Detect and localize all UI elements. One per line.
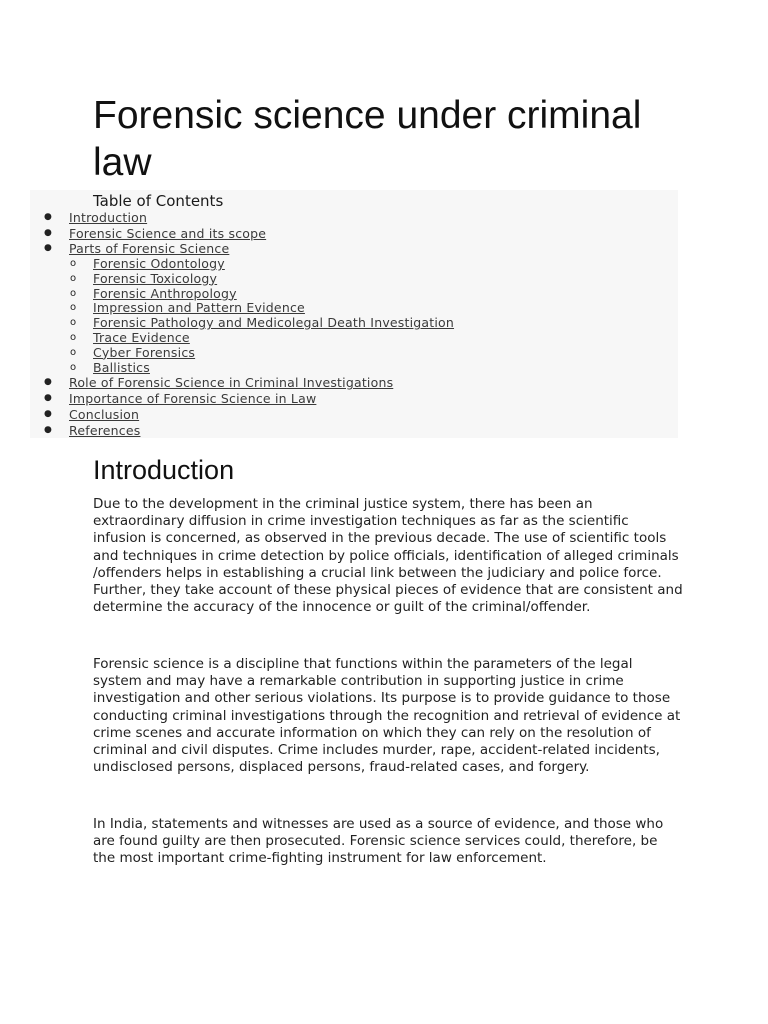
toc-link-introduction[interactable]: Introduction	[69, 210, 148, 225]
toc-link-scope[interactable]: Forensic Science and its scope	[69, 225, 267, 241]
toc-link-references[interactable]: References	[69, 422, 141, 438]
toc-item	[30, 423, 678, 439]
toc-link-toxicology[interactable]: Forensic Toxicology	[93, 270, 218, 286]
bullet-icon: ●	[44, 227, 52, 238]
bullet-icon: ●	[44, 243, 52, 254]
bullet-icon: ●	[44, 408, 52, 419]
toc-subitem	[30, 316, 678, 331]
toc-subitem	[30, 287, 678, 302]
paragraph: Due to the development in the criminal justice system, there has been an extraordinary diffusion in crime investigation techniques as far as the scientific infusion is concerned, as observed in the previous decade. The use of scientific tools and techniques in crime detection by police officials, identification of alleged criminals /offenders helps in establishing a crucial link between the judiciary and police force. Further, they take account of these physical pieces of evidence that are consistent and determine the accuracy of the innocence or guilt of the criminal/offender.	[93, 496, 683, 616]
toc-subitem	[30, 331, 678, 346]
toc-subitem	[30, 301, 678, 316]
toc-subitem	[30, 272, 678, 287]
bullet-icon: ●	[44, 424, 52, 435]
toc-item	[30, 210, 678, 226]
toc-item	[30, 407, 678, 423]
bullet-icon: ●	[44, 377, 52, 388]
circle-bullet-icon: o	[70, 258, 77, 270]
page-title: Forensic science under criminal law	[93, 94, 642, 184]
toc-subitem	[30, 361, 678, 376]
toc-link-parts[interactable]: Parts of Forensic Science	[69, 241, 230, 257]
toc-link-anthropology[interactable]: Forensic Anthropology	[93, 285, 237, 301]
bullet-icon: ●	[44, 212, 52, 222]
toc-link-conclusion[interactable]: Conclusion	[69, 406, 140, 422]
paragraph: Forensic science is a discipline that functions within the parameters of the legal system and may have a remarkable contribution in supporting justice in crime investigation and other serious violations. Its purpose is to provide guidance to those conducting criminal investigations through the recognition and retrieval of evidence at crime scenes and accurate information on which they can rely on the resolution of criminal and civil disputes. Crime includes murder, rape, accident-related incidents, undisclosed persons, displaced persons, fraud-related cases, and forgery.	[93, 656, 681, 776]
toc-link-trace-evidence[interactable]: Trace Evidence	[93, 330, 190, 346]
section-heading-introduction: Introduction	[93, 455, 235, 485]
toc-link-role[interactable]: Role of Forensic Science in Criminal Investigations	[69, 375, 394, 391]
circle-bullet-icon: o	[70, 361, 77, 373]
toc-subitem	[30, 346, 678, 361]
toc-link-importance[interactable]: Importance of Forensic Science in Law	[69, 391, 317, 407]
toc-subitem	[30, 257, 678, 272]
toc-item	[30, 241, 678, 257]
toc-link-impression-evidence[interactable]: Impression and Pattern Evidence	[93, 300, 305, 316]
toc-link-pathology[interactable]: Forensic Pathology and Medicolegal Death Investigation	[93, 315, 455, 331]
toc-item	[30, 375, 678, 391]
circle-bullet-icon: o	[70, 287, 77, 299]
toc-list	[30, 210, 678, 438]
toc-heading: Table of Contents	[93, 192, 224, 210]
circle-bullet-icon: o	[70, 302, 77, 314]
circle-bullet-icon: o	[70, 332, 77, 344]
toc-link-odontology[interactable]: Forensic Odontology	[93, 256, 225, 272]
toc-item	[30, 391, 678, 407]
toc-link-cyber-forensics[interactable]: Cyber Forensics	[93, 344, 196, 360]
table-of-contents	[30, 190, 678, 438]
paragraph: In India, statements and witnesses are used as a source of evidence, and those who are found guilty are then prosecuted. Forensic science services could, therefore, be the most important crime-fighting instrument for law enforcement.	[93, 816, 664, 867]
toc-link-ballistics[interactable]: Ballistics	[93, 359, 150, 375]
bullet-icon: ●	[44, 393, 52, 404]
circle-bullet-icon: o	[70, 317, 77, 329]
toc-item	[30, 226, 678, 242]
circle-bullet-icon: o	[70, 272, 77, 284]
circle-bullet-icon: o	[70, 346, 77, 358]
